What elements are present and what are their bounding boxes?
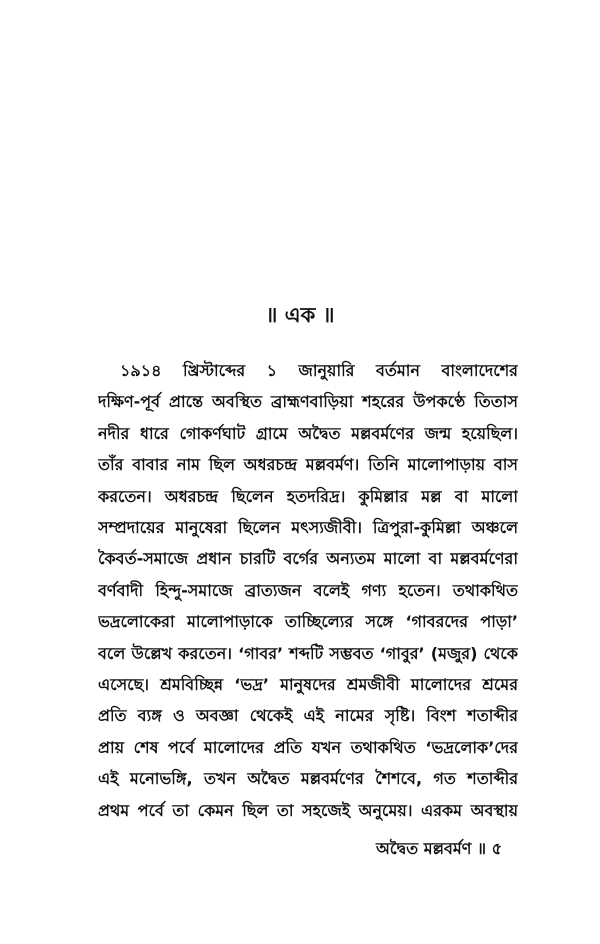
paragraph-line: করতেন। অধরচন্দ্র ছিলেন হতদরিদ্র। কুমিল্লার মল্ল বা মালো: [98, 486, 518, 506]
chapter-heading: ॥ এক ॥: [265, 303, 335, 327]
paragraph-line: প্রায় শেষ পর্বে মালোদের প্রতি যখন তথাকথিত ‘ভদ্রলোক’দের: [98, 737, 518, 757]
body-paragraph: [98, 355, 518, 826]
paragraph-line: ভদ্রলোকেরা মালোপাড়াকে তাচ্ছিল্যের সঙ্গে ‘গাবরদের পাড়া’: [98, 612, 518, 632]
paragraph-line: কৈবর্ত-সমাজে প্রধান চারটি বর্গের অন্যতম মালো বা মল্লবর্মণেরা: [98, 549, 518, 569]
paragraph-line: নদীর ধারে গোকর্ণঘাট গ্রামে অদ্বৈত মল্লবর্মণের জন্ম হয়েছিল।: [98, 423, 518, 443]
paragraph-line: সম্প্রদায়ের মানুষেরা ছিলেন মৎস্যজীবী। ত্রিপুরা-কুমিল্লা অঞ্চলে: [98, 518, 518, 538]
paragraph-line: বলে উল্লেখ করতেন। ‘গাবর’ শব্দটি সম্ভবত ‘গাবুর’ (মজুর) থেকে: [98, 643, 518, 663]
paragraph-line: দক্ষিণ-পূর্ব প্রান্তে অবস্থিত ব্রাহ্মণবাড়িয়া শহরের উপকণ্ঠে তিতাস: [98, 392, 518, 412]
paragraph-line: তাঁর বাবার নাম ছিল অধরচন্দ্র মল্লবর্মণ। তিনি মালোপাড়ায় বাস: [98, 455, 518, 475]
paragraph-line: ১৯১৪ খ্রিস্টাব্দের ১ জানুয়ারি বর্তমান বাংলাদেশের: [120, 361, 518, 380]
paragraph-line: বর্ণবাদী হিন্দু-সমাজে ব্রাত্যজন বলেই গণ্য হতেন। তথাকথিত: [98, 580, 518, 600]
paragraph-line: এই মনোভঙ্গি, তখন অদ্বৈত মল্লবর্মণের শৈশবে, গত শতাব্দীর: [98, 769, 518, 789]
paragraph-line: প্রতি ব্যঙ্গ ও অবজ্ঞা থেকেই এই নামের সৃষ্টি। বিংশ শতাব্দীর: [98, 706, 518, 726]
paragraph-line: প্রথম পর্বে তা কেমন ছিল তা সহজেই অনুমেয়। এরকম অবস্থায়: [98, 800, 518, 820]
paragraph-line: এসেছে। শ্রমবিচ্ছিন্ন ‘ভদ্র’ মানুষদের শ্রমজীবী মালোদের শ্রমের: [98, 675, 518, 695]
running-footer: অদ্বৈত মল্লবর্মণ ॥ ৫: [376, 839, 502, 858]
